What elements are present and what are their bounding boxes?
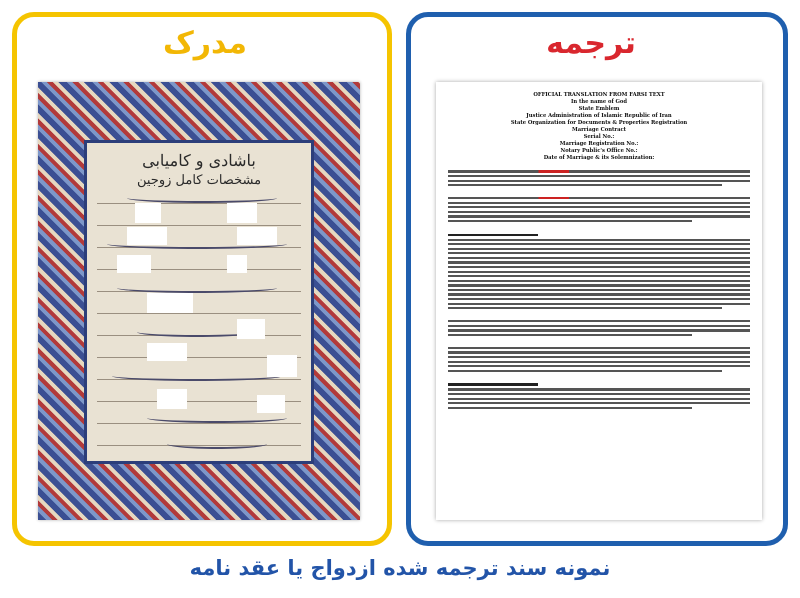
- certificate-heading: باشادی و کامیابی: [142, 151, 256, 170]
- header-line: State Organization for Documents & Properties Registration: [510, 120, 688, 126]
- redaction-block: [227, 255, 247, 273]
- redaction-block: [147, 293, 193, 313]
- certificate-subheading: مشخصات کامل زوجین: [136, 173, 262, 188]
- original-document-tab: [120, 20, 290, 66]
- redaction-block: [267, 355, 297, 377]
- header-line: Notary Public's Office No.:: [560, 148, 638, 154]
- header-line: Date of Marriage & its Solemnization:: [543, 155, 655, 161]
- redaction-block: [257, 395, 285, 413]
- translation-title: ترجمه: [546, 25, 636, 61]
- redaction-block: [117, 255, 151, 273]
- header-line: OFFICIAL TRANSLATION FROM FARSI TEXT: [533, 92, 665, 98]
- redaction-block: [127, 227, 167, 245]
- header-line: Marriage Contract: [571, 127, 627, 133]
- caption: نمونه سند ترجمه شده ازدواج یا عقد نامه: [189, 556, 611, 580]
- header-line: Marriage Registration No.:: [559, 141, 639, 147]
- redaction-block: [237, 319, 265, 339]
- header-line: In the name of God: [570, 99, 628, 105]
- redaction-block: [135, 203, 161, 223]
- redaction-block: [237, 227, 277, 245]
- original-document-title: مدرک: [163, 25, 247, 61]
- header-line: State Emblem: [578, 106, 620, 112]
- certificate-body: [84, 140, 314, 464]
- header-line: Justice Administration of Islamic Republic of Iran: [526, 113, 672, 119]
- translation-header: [436, 92, 762, 162]
- translation-tab: [506, 20, 676, 66]
- marriage-certificate-image: [38, 82, 360, 520]
- translation-document-image: [436, 82, 762, 520]
- redaction-block: [227, 203, 257, 223]
- redaction-block: [147, 343, 187, 361]
- header-line: Serial No.:: [583, 134, 615, 140]
- redaction-block: [157, 389, 187, 409]
